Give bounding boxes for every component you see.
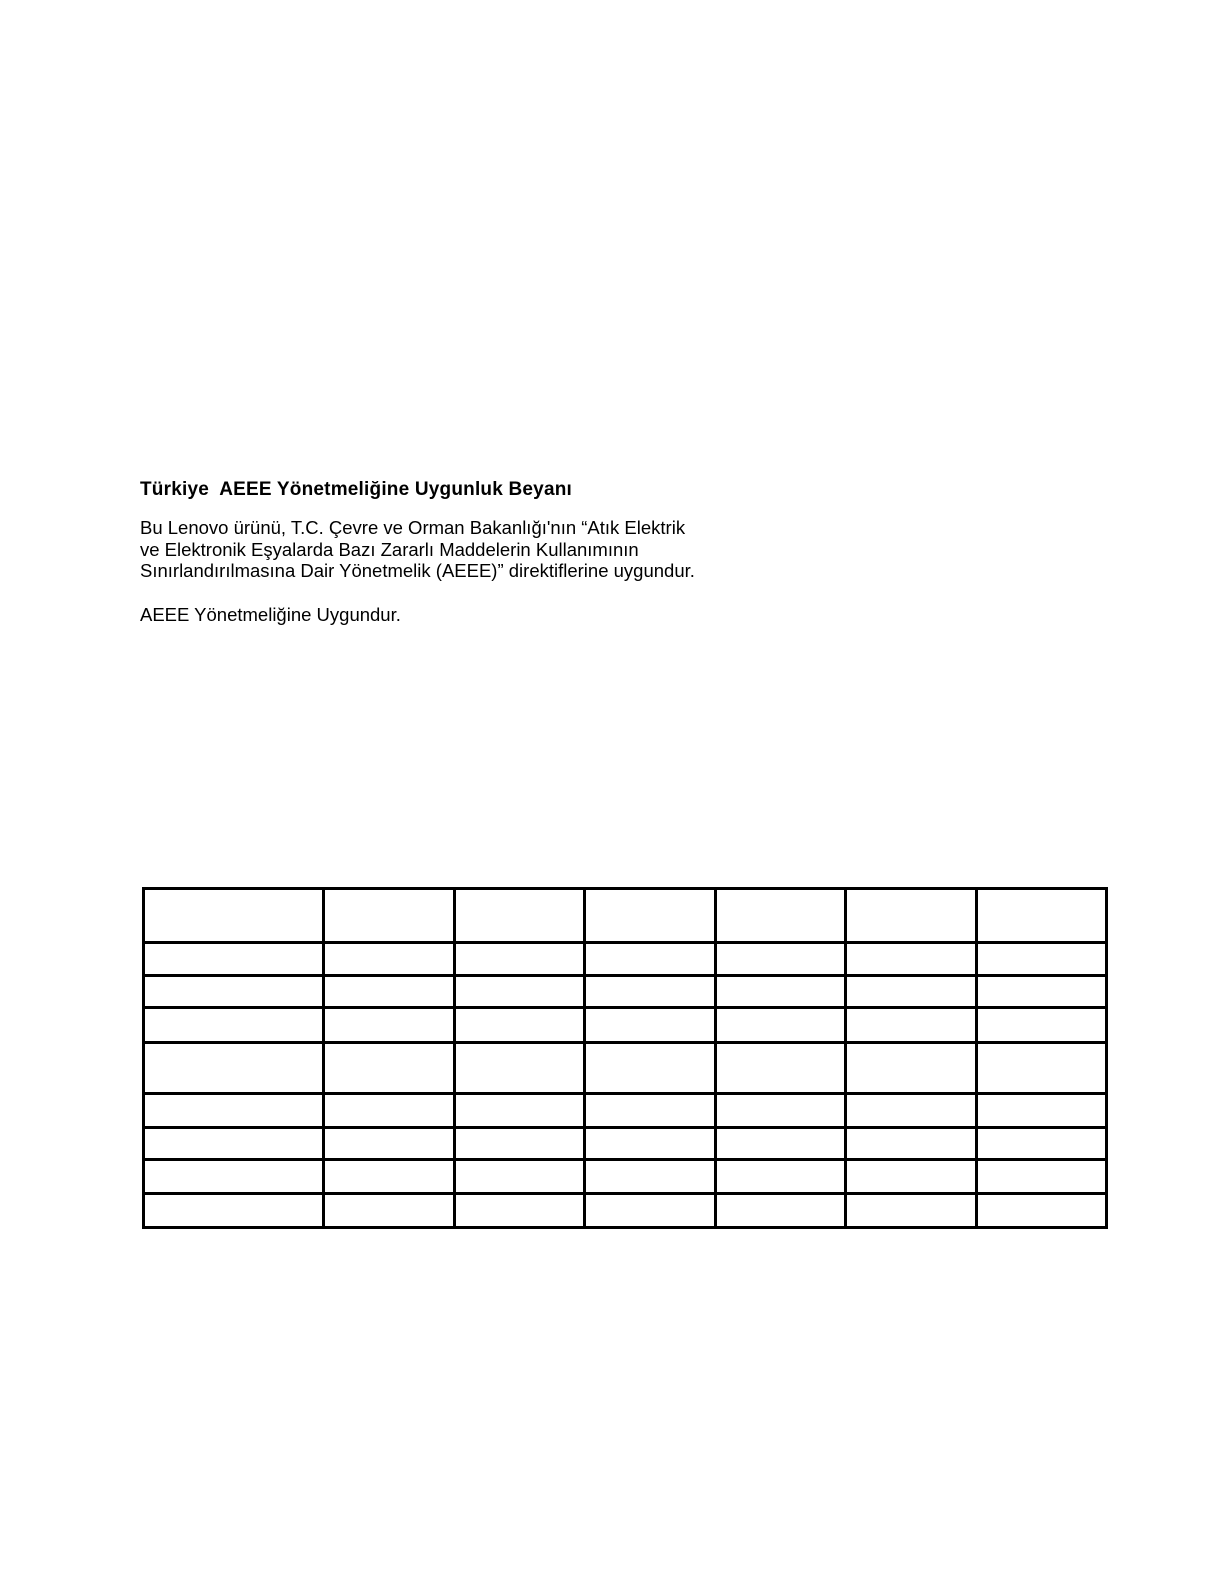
table-cell — [716, 1094, 846, 1128]
compliance-statement: AEEE Yönetmeliğine Uygundur. — [140, 604, 401, 625]
table-cell — [324, 1094, 455, 1128]
table-cell — [977, 1128, 1107, 1160]
table-cell — [144, 1094, 324, 1128]
table-cell — [324, 1043, 455, 1094]
page-title: Türkiye AEEE Yönetmeliğine Uygunluk Beyanı — [140, 479, 572, 500]
table-body — [144, 889, 1107, 1228]
table-row — [144, 943, 1107, 976]
table-cell — [455, 1160, 585, 1194]
table-cell — [144, 1128, 324, 1160]
table-cell — [455, 1128, 585, 1160]
table-cell — [977, 1094, 1107, 1128]
table-cell — [716, 943, 846, 976]
table-cell — [324, 1008, 455, 1043]
table-cell — [716, 1128, 846, 1160]
table-cell — [977, 1194, 1107, 1228]
table-cell — [846, 1194, 977, 1228]
table-row — [144, 1160, 1107, 1194]
table-cell — [455, 1043, 585, 1094]
table-cell — [455, 943, 585, 976]
table-cell — [324, 976, 455, 1008]
table-cell — [324, 943, 455, 976]
table-cell — [977, 889, 1107, 943]
table-cell — [846, 1043, 977, 1094]
table-cell — [846, 1160, 977, 1194]
table-cell — [585, 1094, 716, 1128]
table-row — [144, 1194, 1107, 1228]
table-cell — [144, 1008, 324, 1043]
table-cell — [846, 1128, 977, 1160]
table-cell — [716, 889, 846, 943]
table-cell — [846, 889, 977, 943]
table-cell — [585, 1008, 716, 1043]
substance-compliance-table — [142, 887, 1108, 1229]
table-cell — [585, 1194, 716, 1228]
table-cell — [846, 1008, 977, 1043]
paragraph-line: ve Elektronik Eşyalarda Bazı Zararlı Maddelerin Kullanımının — [140, 538, 639, 560]
table-cell — [144, 976, 324, 1008]
paragraph-line: Sınırlandırılmasına Dair Yönetmelik (AEEE)” direktiflerine uygundur. — [140, 560, 695, 581]
table-cell — [144, 943, 324, 976]
table-cell — [455, 889, 585, 943]
table-cell — [455, 1008, 585, 1043]
table-cell — [977, 1160, 1107, 1194]
paragraph-line: Bu Lenovo ürünü, T.C. Çevre ve Orman Bakanlığı'nın “Atık Elektrik — [140, 517, 686, 538]
table-cell — [455, 976, 585, 1008]
table-cell — [846, 976, 977, 1008]
table-cell — [585, 1160, 716, 1194]
table-row — [144, 1094, 1107, 1128]
table-cell — [455, 1194, 585, 1228]
table-cell — [144, 889, 324, 943]
table-cell — [716, 1008, 846, 1043]
table-cell — [324, 889, 455, 943]
table-row — [144, 1043, 1107, 1094]
table-cell — [585, 889, 716, 943]
table-cell — [585, 943, 716, 976]
table-cell — [455, 1094, 585, 1128]
table-cell — [585, 1128, 716, 1160]
table-cell — [716, 976, 846, 1008]
table-cell — [585, 1043, 716, 1094]
table-cell — [716, 1194, 846, 1228]
table-cell — [977, 1043, 1107, 1094]
compliance-paragraph — [140, 517, 695, 582]
table-cell — [977, 1008, 1107, 1043]
table-row — [144, 1128, 1107, 1160]
table-cell — [585, 976, 716, 1008]
table-cell — [846, 943, 977, 976]
table-row — [144, 976, 1107, 1008]
table-cell — [716, 1160, 846, 1194]
table-cell — [977, 976, 1107, 1008]
table-cell — [324, 1194, 455, 1228]
table-cell — [324, 1160, 455, 1194]
table-row — [144, 1008, 1107, 1043]
table-cell — [846, 1094, 977, 1128]
table-cell — [977, 943, 1107, 976]
table-row — [144, 889, 1107, 943]
table-cell — [144, 1160, 324, 1194]
table-cell — [716, 1043, 846, 1094]
table-cell — [324, 1128, 455, 1160]
table-cell — [144, 1043, 324, 1094]
table-cell — [144, 1194, 324, 1228]
